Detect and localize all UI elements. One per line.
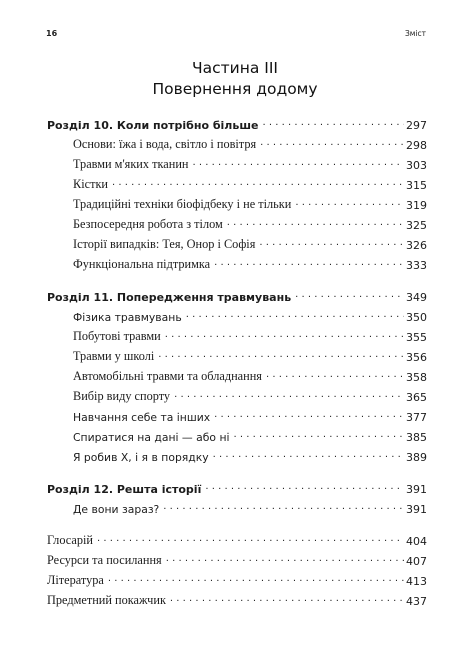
toc-page-number: 298 <box>406 139 427 152</box>
toc-page-number: 385 <box>406 431 427 444</box>
dot-leader <box>205 481 404 493</box>
toc-entry[interactable] <box>47 344 427 364</box>
toc-chapter-title: Розділ 12. Решта історії <box>47 483 202 496</box>
toc-page-number: 391 <box>406 483 427 496</box>
dot-leader <box>192 157 404 169</box>
toc-entry[interactable] <box>47 132 427 152</box>
toc-entry-title: Традиційні техніки біофідбеку і не тільки <box>73 197 292 211</box>
toc-entry-title: Я робив Х, і я в порядку <box>73 451 209 464</box>
part-heading <box>0 58 470 99</box>
toc-entry[interactable] <box>47 172 427 192</box>
toc-entry[interactable] <box>47 212 427 232</box>
toc-entry[interactable] <box>47 364 427 384</box>
toc-entry-title: Ресурси та посилання <box>47 553 162 567</box>
toc-entry[interactable] <box>47 384 427 404</box>
toc-entry-title: Побутові травми <box>73 329 161 343</box>
toc-page-number: 326 <box>406 239 427 252</box>
dot-leader <box>214 409 404 421</box>
dot-leader <box>227 217 404 229</box>
toc-page-number: 391 <box>406 503 427 516</box>
toc-entry-title: Безпосередня робота з тілом <box>73 217 223 231</box>
toc-entry[interactable] <box>47 404 427 424</box>
toc-entry-title: Кістки <box>73 177 109 191</box>
toc-page-number: 355 <box>406 331 427 344</box>
toc-entry-title: Спиратися на дані — або ні <box>73 431 230 444</box>
part-title: Повернення додому <box>152 80 318 98</box>
part-label: Частина III <box>191 59 279 77</box>
toc-page-number: 413 <box>406 575 427 588</box>
dot-leader <box>295 289 404 301</box>
dot-leader <box>163 501 404 513</box>
toc-chapter-title: Розділ 10. Коли потрібно більше <box>47 119 259 132</box>
dot-leader <box>213 449 404 461</box>
dot-leader <box>259 237 404 249</box>
toc-entry-title: Травми м'яких тканин <box>73 157 189 171</box>
dot-leader <box>260 137 404 149</box>
toc-page-number: 437 <box>406 595 427 608</box>
dot-leader <box>166 553 404 565</box>
toc-page-number: 377 <box>406 411 427 424</box>
toc-back-matter-entry[interactable] <box>47 568 427 588</box>
toc-page-number: 297 <box>406 119 427 132</box>
toc-page-number: 315 <box>406 179 427 192</box>
toc-back-matter-entry[interactable] <box>47 588 427 608</box>
dot-leader <box>112 177 404 189</box>
dot-leader <box>295 197 404 209</box>
toc-entry-title: Література <box>47 573 104 587</box>
toc-entry[interactable] <box>47 304 427 324</box>
toc-page-number: 350 <box>406 311 427 324</box>
toc-page-number: 303 <box>406 159 427 172</box>
toc-entry-title: Глосарій <box>47 533 93 547</box>
toc-entry[interactable] <box>47 152 427 172</box>
toc-entry-title: Навчання себе та інших <box>73 411 211 424</box>
dot-leader <box>234 429 404 441</box>
toc-back-matter-entry[interactable] <box>47 528 427 548</box>
toc-chapter-11[interactable] <box>47 284 427 304</box>
dot-leader <box>108 573 404 585</box>
toc-entry[interactable] <box>47 496 427 516</box>
toc-entry-title: Травми у школі <box>73 349 155 363</box>
toc-page-number: 356 <box>406 351 427 364</box>
dot-leader <box>97 533 404 545</box>
dot-leader <box>158 349 404 361</box>
toc-entry[interactable] <box>47 424 427 444</box>
toc-page-number: 358 <box>406 371 427 384</box>
toc-entry-title: Де вони зараз? <box>73 503 160 516</box>
dot-leader <box>174 389 404 401</box>
dot-leader <box>262 117 404 129</box>
toc-back-matter-entry[interactable] <box>47 548 427 568</box>
toc-page-number: 325 <box>406 219 427 232</box>
toc-page-number: 333 <box>406 259 427 272</box>
toc-entry[interactable] <box>47 232 427 252</box>
toc-entry-title: Історії випадків: Тея, Онор і Софія <box>73 237 256 251</box>
toc-chapter-title: Розділ 11. Попередження травмувань <box>47 291 292 304</box>
dot-leader <box>170 593 404 605</box>
dot-leader <box>186 309 404 321</box>
toc-entry-title: Вибір виду спорту <box>73 389 171 403</box>
toc-page-number: 407 <box>406 555 427 568</box>
toc-chapter-12[interactable] <box>47 476 427 496</box>
toc-entry[interactable] <box>47 192 427 212</box>
section-name: Зміст <box>404 29 426 38</box>
toc-page-number: 389 <box>406 451 427 464</box>
running-head <box>46 29 426 38</box>
dot-leader <box>165 329 404 341</box>
toc-chapter-10[interactable] <box>47 112 427 132</box>
toc-entry[interactable] <box>47 444 427 464</box>
toc-entry-title: Фізика травмувань <box>73 311 182 324</box>
page-number: 16 <box>46 29 58 38</box>
toc-page-number: 404 <box>406 535 427 548</box>
toc-page-number: 349 <box>406 291 427 304</box>
toc-page-number: 365 <box>406 391 427 404</box>
toc-entry-title: Предметний покажчик <box>47 593 166 607</box>
toc-entry-title: Основи: їжа і вода, світло і повітря <box>73 137 257 151</box>
toc-entry-title: Функціональна підтримка <box>73 257 211 271</box>
table-of-contents <box>47 112 427 608</box>
toc-entry-title: Автомобільні травми та обладнання <box>73 369 262 383</box>
toc-page-number: 319 <box>406 199 427 212</box>
toc-entry[interactable] <box>47 324 427 344</box>
dot-leader <box>214 257 404 269</box>
toc-entry[interactable] <box>47 252 427 272</box>
dot-leader <box>266 369 404 381</box>
